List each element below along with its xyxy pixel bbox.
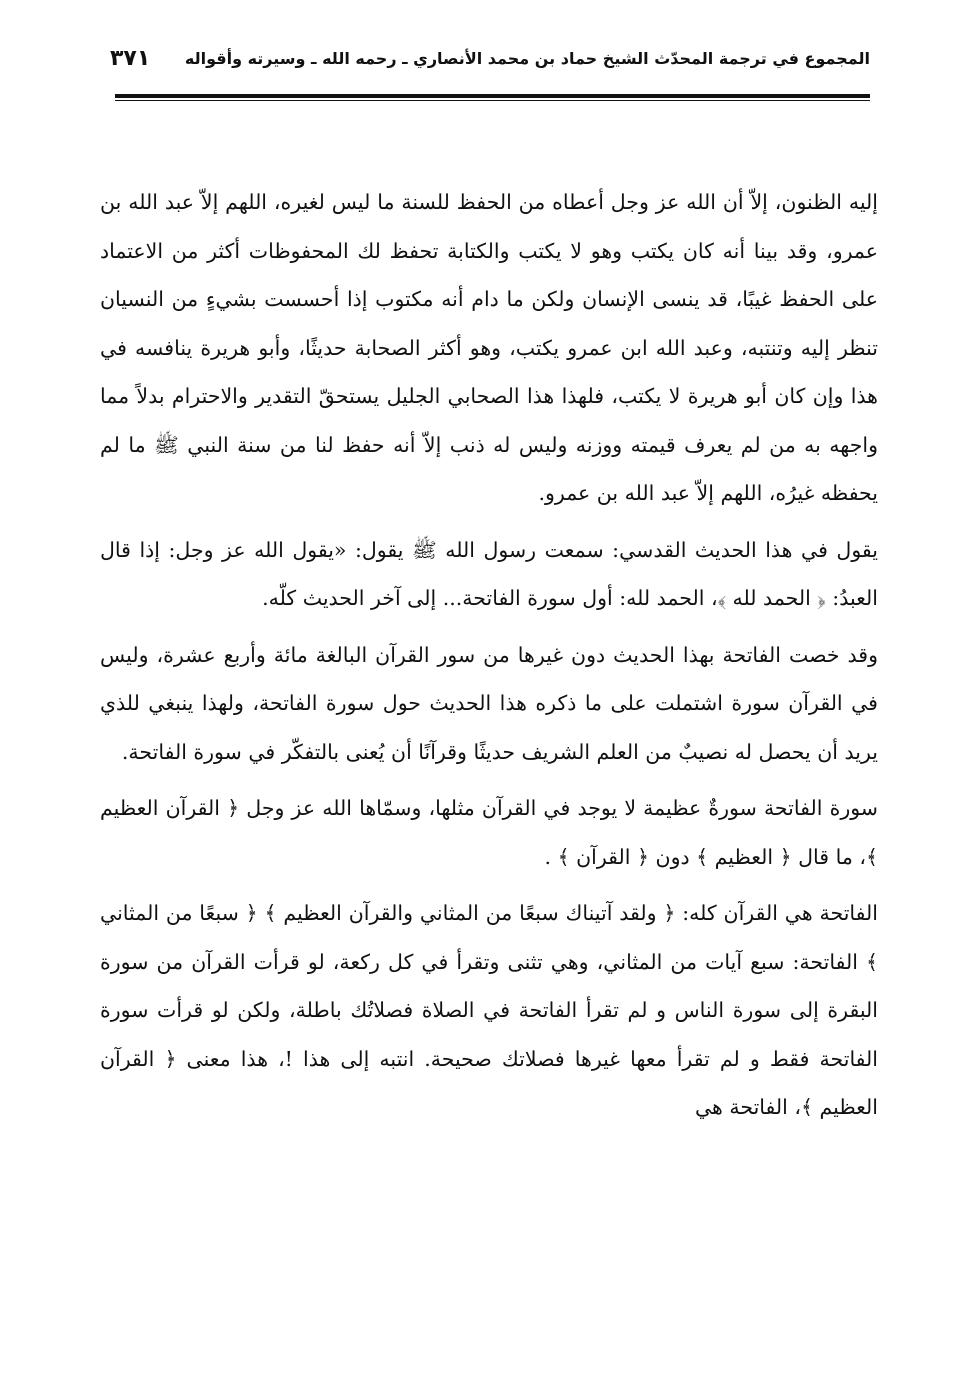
header-rule-thin	[115, 100, 870, 101]
running-title: المجموع في ترجمة المحدّث الشيخ حماد بن محمد الأنصاري ـ رحمه الله ـ وسيرته وأقواله	[184, 48, 870, 68]
paragraph-1: إليه الظنون، إلاّ أن الله عز وجل أعطاه من الحفظ للسنة ما ليس لغيره، اللهم إلاّ عبد الله بن عمرو، وقد بينا أنه كان يكتب وهو لا يكتب والكتابة تحفظ لك المحفوظات أكثر من الاعتماد على الحفظ غيبًا، قد ينسى الإنسان ولكن ما دام أنه مكتوب إذا أحسست بشيءٍ من النسيان تنظر إليه وتنتبه، وعبد الله ابن عمرو يكتب، وهو أكثر الصحابة حديثًا، وأبو هريرة ينافسه في هذا وإن كان أبو هريرة لا يكتب، فلهذا هذا الصحابي الجليل يستحقّ التقدير والاحترام بدلاً مما واجهه به من لم يعرف قيمته ووزنه وليس له ذنب إلاّ أنه حفظ لنا من سنة النبي ﷺ ما لم يحفظه غيرُه، اللهم إلاّ عبد الله بن عمرو.	[100, 190, 878, 505]
page-number: ٣٧١	[110, 45, 151, 71]
header-rule-thick	[115, 94, 870, 98]
paragraph-gap	[100, 518, 878, 526]
body-text	[100, 178, 878, 1132]
paragraph-2: يقول في هذا الحديث القدسي: سمعت رسول الله ﷺ يقول: «يقول الله عز وجل: إذا قال العبدُ: ﴿ الحمد لله ﴾، الحمد لله: أول سورة الفاتحة... إلى آخر الحديث كلّه.	[100, 537, 878, 610]
paragraph-4: سورة الفاتحة سورةٌ عظيمة لا يوجد في القرآن مثلها، وسمّاها الله عز وجل ﴿ القرآن العظيم ﴾، ما قال ﴿ العظيم ﴾ دون ﴿ القرآن ﴾ .	[100, 796, 878, 869]
paragraph-5: الفاتحة هي القرآن كله: ﴿ ولقد آتيناك سبعًا من المثاني والقرآن العظيم ﴾ ﴿ سبعًا من المثاني ﴾ الفاتحة: سبع آيات من المثاني، وهي تثنى وتقرأ في كل ركعة، لو قرأت القرآن من سورة البقرة إلى سورة الناس و لم تقرأ الفاتحة في الصلاة فصلاتُك باطلة، ولكن لو قرأت سورة الفاتحة فقط و لم تقرأ معها غيرها فصلاتك صحيحة. انتبه إلى هذا !، هذا معنى ﴿ القرآن العظيم ﴾، الفاتحة هي	[100, 901, 878, 1119]
paragraph-gap	[100, 623, 878, 631]
paragraph-gap	[100, 881, 878, 889]
paragraph-gap	[100, 776, 878, 784]
running-header	[110, 38, 870, 78]
paragraph-3: وقد خصت الفاتحة بهذا الحديث دون غيرها من سور القرآن البالغة مائة وأربع عشرة، وليس في القرآن سورة اشتملت على ما ذكره هذا الحديث حول سورة الفاتحة، ولهذا ينبغي للذي يريد أن يحصل له نصيبٌ من العلم الشريف حديثًا وقرآنًا أن يُعنى بالتفكّر في سورة الفاتحة.	[100, 642, 878, 764]
